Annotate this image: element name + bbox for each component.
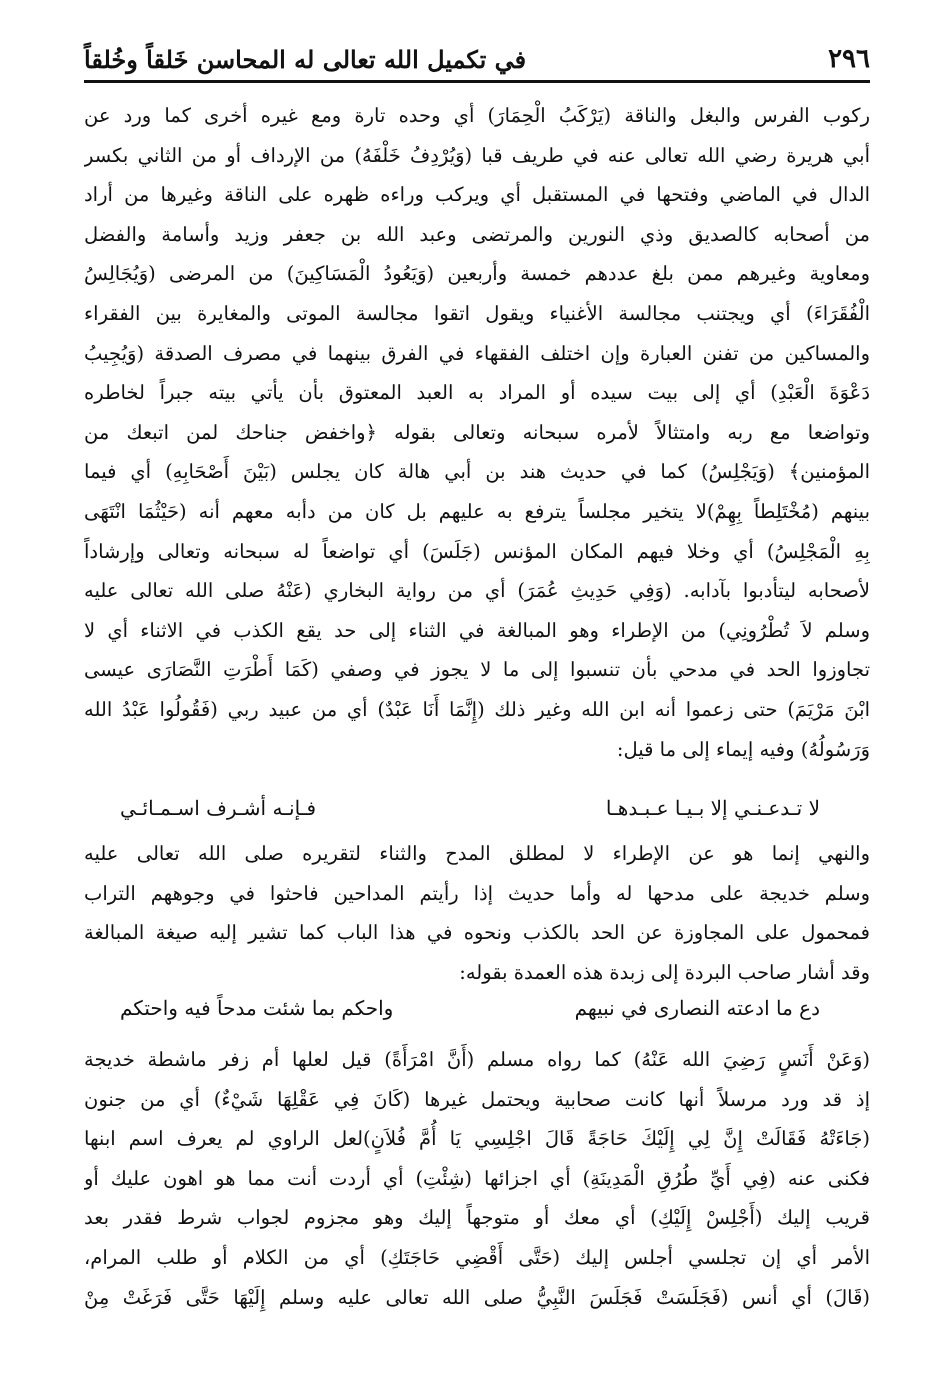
text-line: الأمر أي إن تجلسي أجلس إليك (حَتَّى أَقْضِي حَاجَتَكِ) أي من الكلام أو طلب المرام،: [84, 1245, 870, 1269]
header-rule: [84, 80, 870, 83]
text-line: وتواضعا مع ربه وامتثالاً لأمره سبحانه وتعالى بقوله ﴿واخفض جناحك لمن اتبعك من: [84, 420, 870, 444]
text-line: ابْنَ مَرْيَمَ) حتى زعموا أنه ابن الله وغير ذلك (إِنَّمَا أَنَا عَبْدٌ) أي من عبيد ربي (فَقُولُوا عَبْدُ الله: [84, 697, 870, 721]
text-line: قريب إليك (أَجْلِسْ إِلَيْكِ) أي معك أو متوجهاً إليك وهو مجزوم لجواب شرط فقدر بعد: [84, 1206, 870, 1230]
text-line: الدال في الماضي وفتحها في المستقبل أي ويركب وراءه ظهره على الناقة وغيرها من أراد: [84, 183, 870, 207]
text-line: بِهِ الْمَجْلِسُ) أي وخلا فيهم المكان المؤنس (جَلَسَ) أي تواضعاً له سبحانه وتعالى وإرشاداً: [84, 539, 870, 563]
text-line: المؤمنين﴾ (وَيَجْلِسُ) كما في حديث هند بن أبي هالة كان يجلس (بَيْنَ أَصْحَابِهِ) أي فيما: [84, 460, 870, 484]
verse-second-hemistich: واحكم بما شئت مدحاً فيه واحتكم: [120, 996, 394, 1020]
text-line: فمحمول على المجاوزة عن الحد بالكذب ونحوه في هذا الباب كما تشير إليه صيغة المبالغة: [84, 921, 870, 945]
text-line: فكنى عنه (فِي أَيِّ طُرُقِ الْمَدِينَةِ) أي اجزائها (شِئْتِ) أي أردت أنت مما هو اهون عليك أو: [84, 1166, 870, 1190]
text-line: (وَعَنْ أَنَسٍ رَضِيَ الله عَنْهُ) كما رواه مسلم (أَنَّ امْرَأَةً) قيل لعلها أم زفر ماشطة خديجة: [84, 1048, 870, 1071]
paragraph-2: [84, 834, 870, 992]
poem-verse-1: [120, 788, 820, 828]
text-line: إذ قد ورد مرسلاً أنها كانت صحابية ويحتمل غيرها (كَانَ فِي عَقْلِهَا شَيْءٌ) أي من جنون: [84, 1087, 870, 1111]
text-line: والمساكين من تفنن العبارة وإن اختلف الفقهاء في الفرق بينهما في مصرف الصدقة (وَيُجِيبُ: [84, 341, 870, 365]
text-line: لأصحابه ليتأدبوا بآدابه. (وَفِي حَدِيثِ عُمَرَ) أي من رواية البخاري (عَنْهُ صلى الله تعالى عليه: [84, 579, 870, 603]
text-line: وقد أشار صاحب البردة إلى زبدة هذه العمدة بقوله:: [459, 960, 870, 984]
text-line: ركوب الفرس والبغل والناقة (يَرْكَبُ الْحِمَارَ) أي وحده تارة ومع غيره أخرى كما ورد عن: [84, 104, 870, 127]
text-line: ومعاوية وغيرهم ممن بلغ عددهم خمسة وأربعين (وَيَعُودُ الْمَسَاكِينَ) من المرضى (وَيُجَالِسُ: [84, 262, 870, 286]
text-line: دَعْوَةَ الْعَبْدِ) أي إلى بيت سيده أو المراد به العبد المعتوق بأن يأتي بيته جبراً لخاطره: [84, 381, 870, 405]
text-line: الْفُقَرَاءَ) أي ويجتنب مجالسة الأغنياء ويقول اتقوا مجالسة الموتى والمغايرة بين الفقراء: [84, 301, 870, 325]
text-line: (قَالَ) أي أنس (فَجَلَسَتْ فَجَلَسَ النَّبِيُّ صلى الله تعالى عليه وسلم إِلَيْهَا حَتَّى فَرَغَتْ مِنْ: [84, 1285, 870, 1309]
text-line: (جَاءَتْهُ فَقَالَتْ إِنَّ لِي إِلَيْكَ حَاجَةً قَالَ اجْلِسِي يَا أُمَّ فُلاَنٍ)لعل الراوي لم يعرف اسم ابنها: [84, 1127, 870, 1151]
verse-first-hemistich: لا تـدعـنـي إلا بـيـا عـبـدهـا: [605, 796, 820, 820]
paragraph-3: [84, 1040, 870, 1317]
paragraph-1: [84, 96, 870, 769]
text-line: وَرَسُولُهُ) وفيه إيماء إلى ما قيل:: [616, 737, 870, 761]
text-line: تجاوزوا الحد في مدحي بأن تنسبوا إلى ما لا يجوز في وصفي (كَمَا أَطْرَتِ النَّصَارَى عيسى: [84, 658, 870, 682]
text-line: بينهم (مُخْتَلِطاً بِهِمْ)لا يتخير مجلساً يترفع به عليهم بل كان من دأبه معهم أنه (حَيْثُمَا انْتَهَى: [84, 499, 870, 523]
text-line: وسلم لاَ تُطْرُونِي) من الإطراء وهو المبالغة في الثناء إلى حد يقع الكذب في الاثناء أي لا: [84, 618, 870, 642]
running-title: في تكميل الله تعالى له المحاسن خَلقاً وخُلقاً: [84, 45, 527, 74]
page-header: [84, 30, 870, 74]
text-line: والنهي إنما هو عن الإطراء لا لمطلق المدح والثناء لتقريره صلى الله تعالى عليه: [84, 842, 870, 865]
text-line: وسلم خديجة على مدحها له وأما حديث إذا رأيتم المداحين فاحثوا في وجوههم التراب: [84, 881, 870, 905]
verse-first-hemistich: دع ما ادعته النصارى في نبيهم: [574, 996, 820, 1020]
verse-second-hemistich: فـإنـه أشـرف اسـمـائـي: [120, 796, 317, 820]
poem-verse-2: [120, 988, 820, 1028]
text-line: من أصحابه كالصديق وذي النورين والمرتضى وعبد الله بن جعفر وزيد وأسامة والفضل: [84, 222, 870, 246]
text-line: أبي هريرة رضي الله تعالى عنه في طريف قبا (وَيُرْدِفُ خَلْفَهُ) من الإرداف أو من الثاني بكسر: [84, 143, 870, 167]
page-number: ٢٩٦: [828, 44, 870, 74]
